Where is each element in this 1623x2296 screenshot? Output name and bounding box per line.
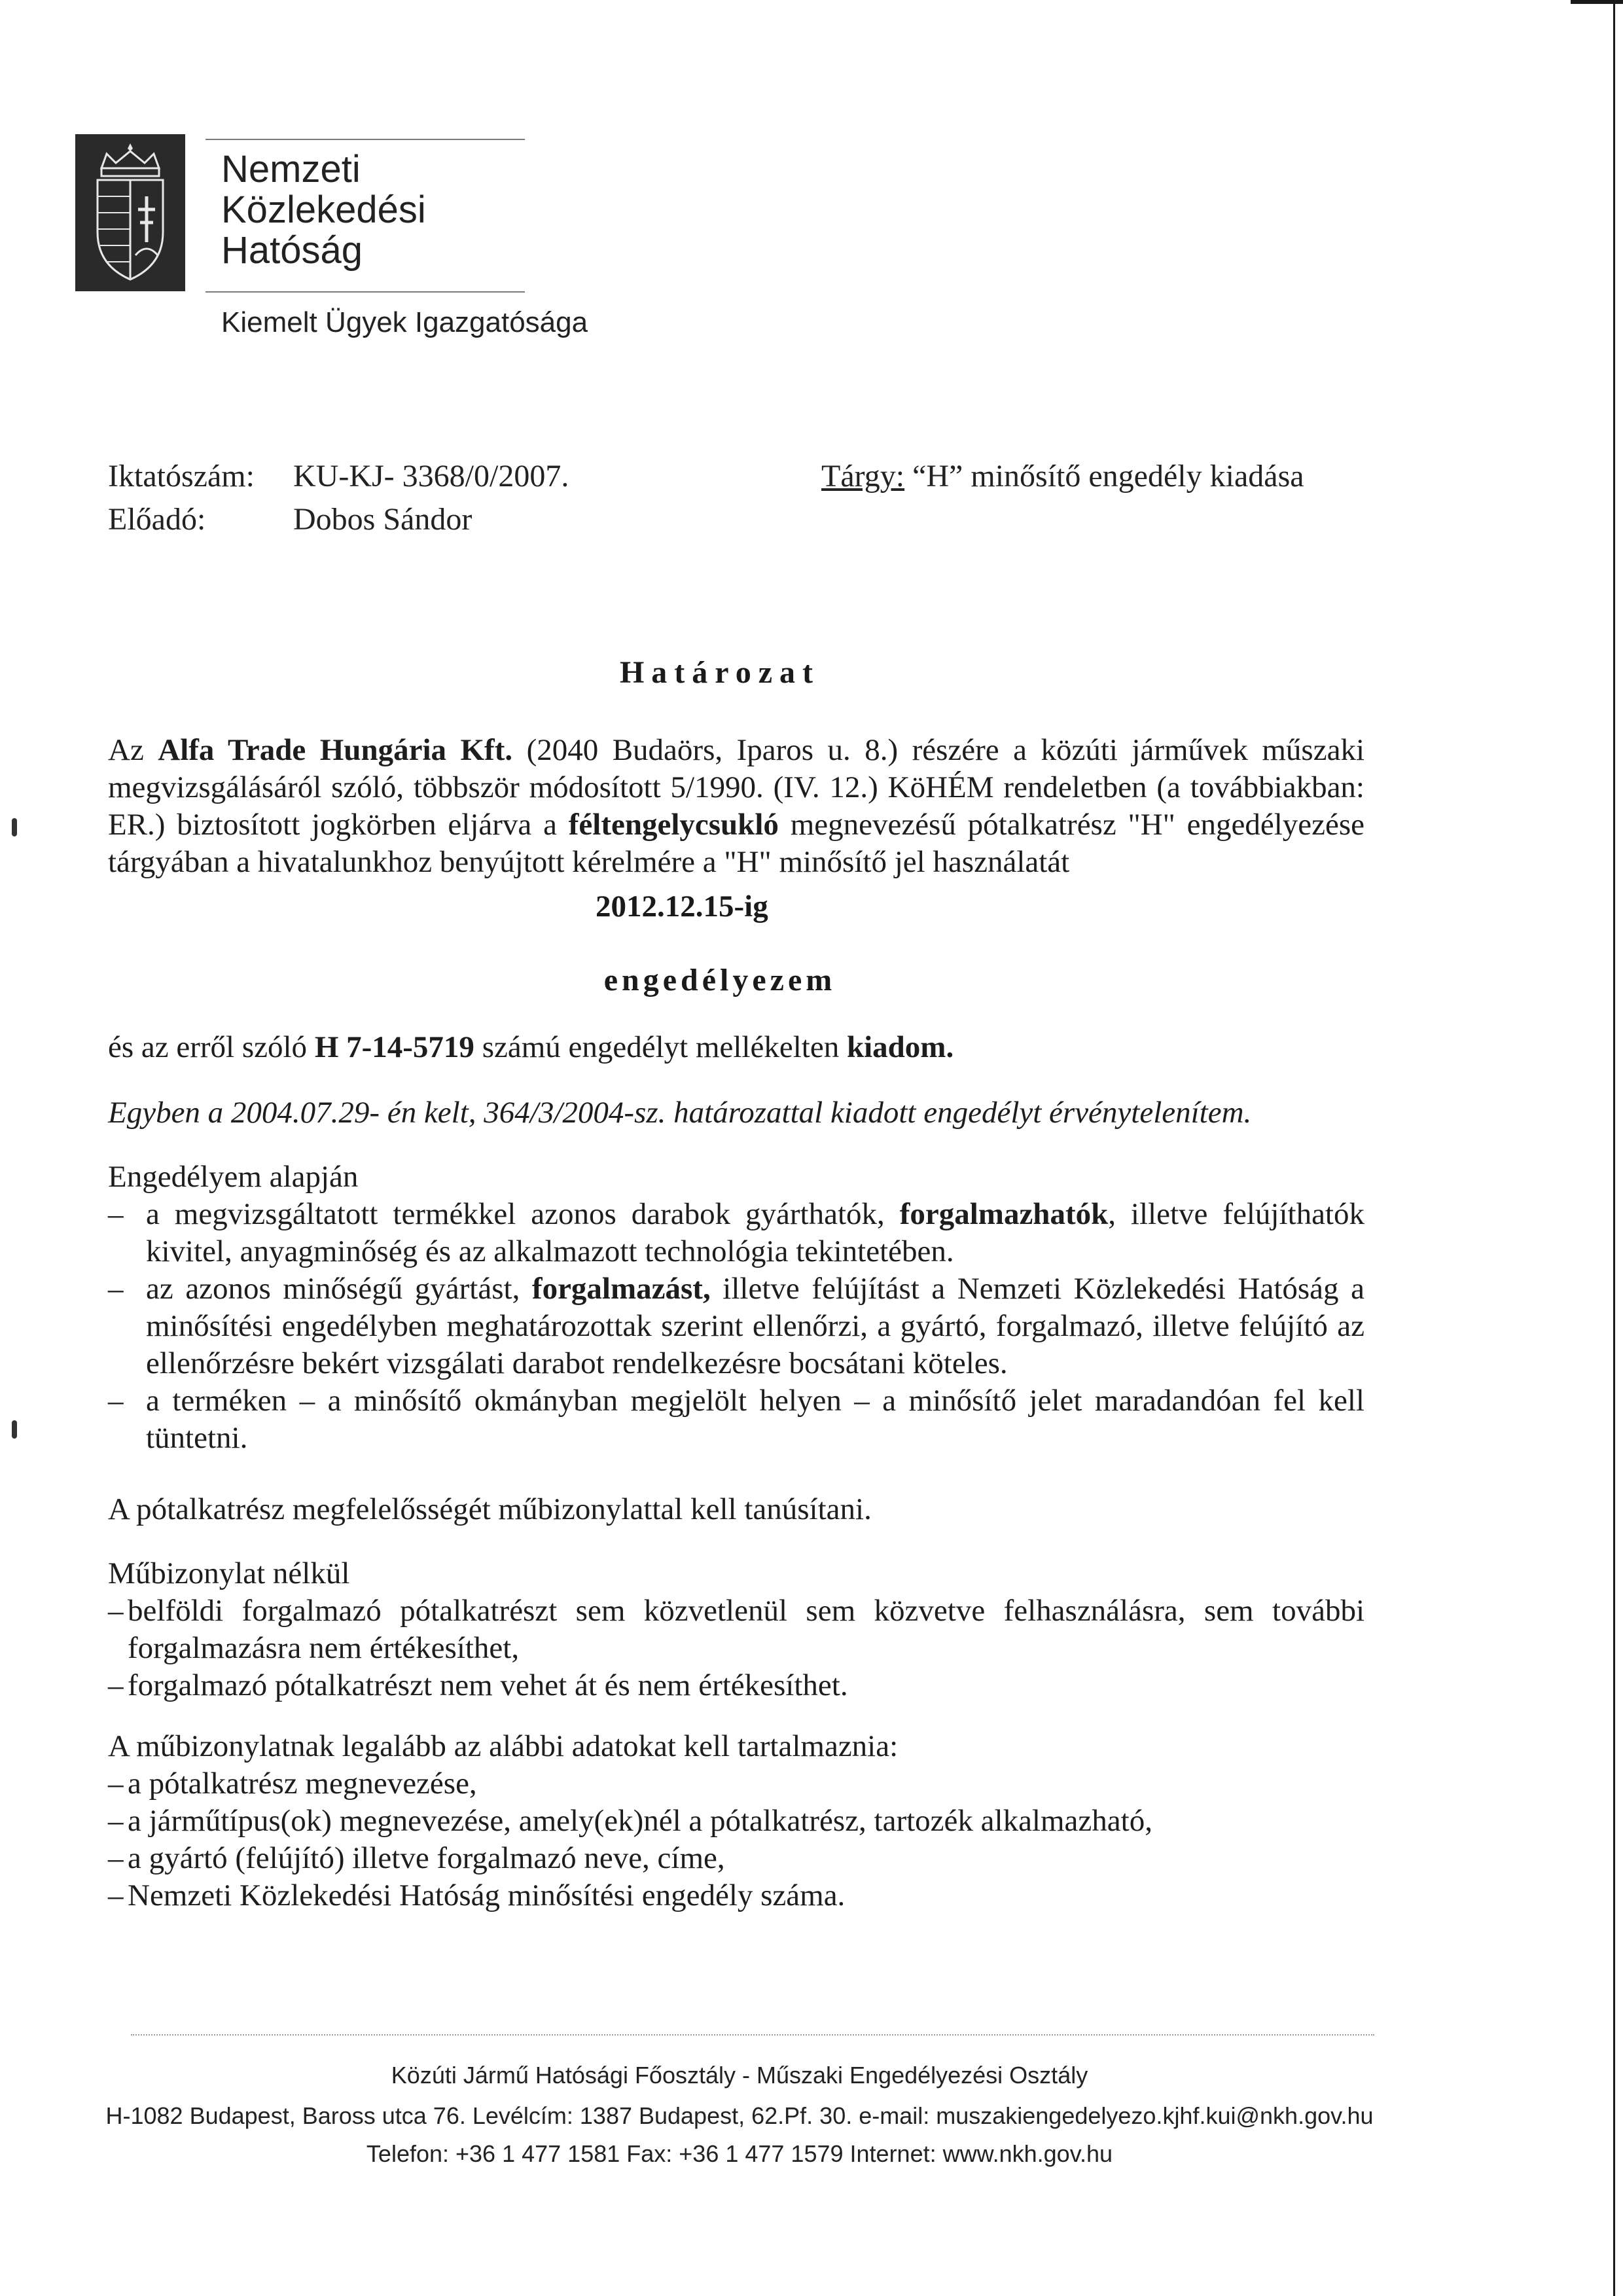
- reference-number-label: Iktatószám:: [108, 459, 255, 493]
- list-item: [108, 1877, 1364, 1914]
- list-item: [108, 1270, 1364, 1382]
- text: a gyártó (felújító) illetve forgalmazó neve, címe,: [128, 1841, 725, 1875]
- revocation-paragraph: Egyben a 2004.07.29- én kelt, 364/3/2004-sz. határozattal kiadott engedélyt érvénytelenítem.: [108, 1096, 1252, 1130]
- list-item: [108, 1840, 1364, 1877]
- list-item: [108, 1803, 1364, 1840]
- text: forgalmazó pótalkatrészt nem vehet át és nem értékesíthet.: [128, 1668, 848, 1702]
- text: Az: [108, 733, 158, 767]
- dash: –: [108, 1804, 124, 1838]
- bold-text: forgalmazhatók: [899, 1197, 1109, 1231]
- issue-word: kiadom.: [846, 1030, 954, 1064]
- org-name-line: Hatóság: [221, 229, 363, 272]
- organization-name: [221, 149, 426, 271]
- text: belföldi forgalmazó pótalkatrészt sem közvetlenül sem közvetve felhasználásra, sem további forgalmazásra nem értékesíthet,: [128, 1594, 1364, 1665]
- permit-number: H 7-14-5719: [314, 1030, 474, 1064]
- dash: –: [108, 1594, 124, 1628]
- dash: –: [108, 1841, 124, 1875]
- org-name-line: Nemzeti: [221, 148, 361, 190]
- header-rule: [205, 139, 525, 140]
- list-item: [108, 1382, 1364, 1457]
- text: a terméken – a minősítő okmányban megjelölt helyen – a minősítő jelet maradandóan fel kell tüntetni.: [146, 1384, 1364, 1455]
- subject-text: “H” minősítő engedély kiadása: [912, 459, 1304, 493]
- punch-hole: [12, 1420, 17, 1439]
- decision-paragraph: [108, 732, 1364, 881]
- dash: –: [108, 1767, 124, 1801]
- text: megnevezésű pótalkatrész "H" engedélyezése tárgyában a hivatalunkhoz benyújtott kérelmére a "H" minősítő jel használatát: [108, 808, 1364, 879]
- list-item: [108, 1765, 1364, 1803]
- company-name: Alfa Trade Hungária Kft.: [158, 733, 513, 767]
- list-item: [108, 1592, 1364, 1667]
- certificate-contents-heading: A műbizonylatnak legalább az alábbi adatokat kell tartalmaznia:: [108, 1729, 899, 1763]
- conditions-list: [108, 1196, 1364, 1457]
- text: (2040 Budaörs, Iparos u. 8.) részére a közúti járművek műszaki megvizsgálásáról szóló, többször módosított 5/1990. (IV. 12.) KöHÉM rendeletben (a továbbiakban: ER.) biztosított jogkörben eljárva a: [108, 733, 1365, 842]
- validity-date: 2012.12.15-ig: [596, 889, 768, 924]
- department-name: Kiemelt Ügyek Igazgatósága: [221, 306, 588, 338]
- without-certificate-heading: Műbizonylat nélkül: [108, 1556, 350, 1590]
- bold-text: forgalmazást,: [531, 1272, 711, 1306]
- footer-contact: Telefon: +36 1 477 1581 Fax: +36 1 477 1579 Internet: www.nkh.gov.hu: [366, 2140, 1113, 2167]
- restrictions-list: [108, 1592, 1364, 1704]
- decision-title: Határozat: [619, 655, 821, 690]
- text: a járműtípus(ok) megnevezése, amely(ek)nél a pótalkatrész, tartozék alkalmazható,: [128, 1804, 1152, 1838]
- coat-of-arms-logo: [75, 134, 185, 291]
- reference-number: KU-KJ- 3368/0/2007.: [293, 459, 569, 493]
- text: , illetve felújíthatók kivitel, anyagminőség és az alkalmazott technológia tekintetében.: [146, 1197, 1364, 1268]
- footer-department: Közúti Jármű Hatósági Főosztály - Műszaki Engedélyezési Osztály: [391, 2062, 1088, 2089]
- text: és az erről szóló: [108, 1030, 315, 1064]
- text: a megvizsgáltatott termékkel azonos darabok gyárthatók,: [146, 1197, 900, 1231]
- certification-paragraph: A pótalkatrész megfelelősségét műbizonylattal kell tanúsítani.: [108, 1492, 872, 1526]
- part-name: féltengelycsukló: [568, 808, 779, 842]
- footer-address: H-1082 Budapest, Baross utca 76. Levélcím: 1387 Budapest, 62.Pf. 30. e-mail: muszakiengedelyezo.kjhf.kui@nkh.gov.hu: [105, 2102, 1374, 2129]
- footer-rule: [131, 2034, 1374, 2036]
- officer-name: Dobos Sándor: [293, 502, 473, 537]
- subject-label: Tárgy:: [821, 459, 905, 493]
- text: Nemzeti Közlekedési Hatóság minősítési engedély száma.: [128, 1878, 846, 1912]
- subject-line: [821, 458, 1304, 494]
- approval-word: engedélyezem: [603, 963, 836, 997]
- dash: –: [108, 1384, 124, 1418]
- permit-paragraph: [108, 1029, 1364, 1066]
- scan-edge: [1613, 0, 1615, 2296]
- list-item: [108, 1196, 1364, 1270]
- list-item: [108, 1667, 1364, 1704]
- scan-corner: [1571, 0, 1623, 4]
- text: illetve felújítást a Nemzeti Közlekedési Hatóság a minősítési engedélyben meghatározottak szerint ellenőrzi, a gyártó, forgalmazó, illetve felújító az ellenőrzésre bekért vizsgálati darabot rendelkezésre bocsátani köteles.: [146, 1272, 1365, 1380]
- text: a pótalkatrész megnevezése,: [128, 1767, 477, 1801]
- dash: –: [108, 1197, 124, 1231]
- dash: –: [108, 1878, 124, 1912]
- conditions-heading: Engedélyem alapján: [108, 1160, 359, 1194]
- org-name-line: Közlekedési: [221, 188, 426, 231]
- dash: –: [108, 1272, 124, 1306]
- dash: –: [108, 1668, 124, 1702]
- officer-label: Előadó:: [108, 502, 206, 537]
- punch-hole: [12, 818, 17, 836]
- certificate-contents-list: [108, 1765, 1364, 1914]
- text: az azonos minőségű gyártást,: [146, 1272, 532, 1306]
- header-rule: [205, 291, 525, 293]
- text: számú engedélyt mellékelten: [474, 1030, 847, 1064]
